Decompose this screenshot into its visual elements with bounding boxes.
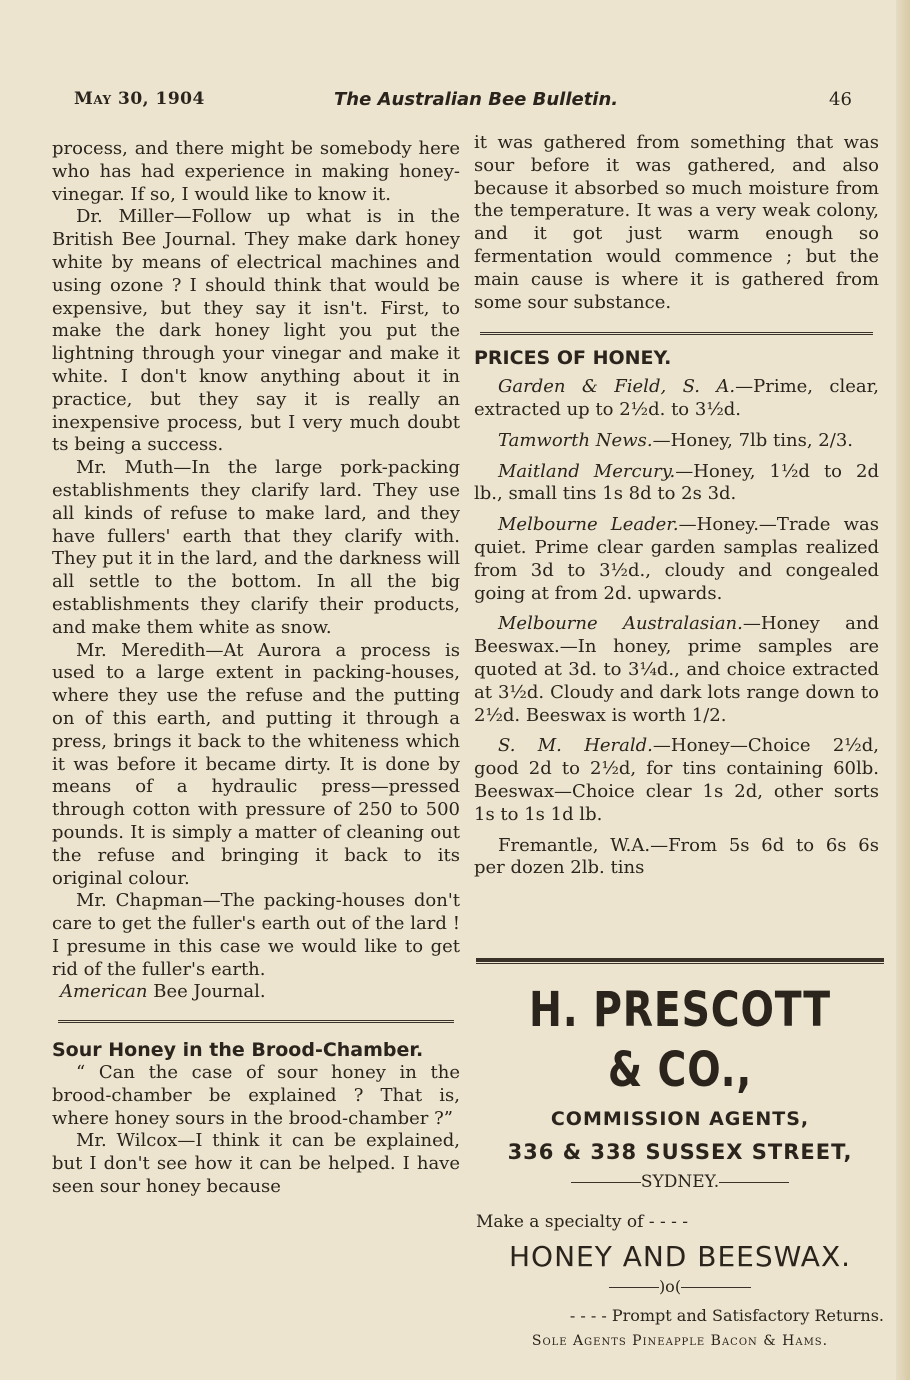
page-header [74, 89, 884, 119]
price-source: Garden & Field, S. A. [498, 376, 736, 398]
price-entry [474, 430, 879, 453]
paragraph: process, and there might be somebody here who has had experience in making honey-vinegar. If so, I would like to know it. [52, 138, 460, 205]
price-entry [474, 613, 879, 727]
paragraph: it was gathered from something that was sour before it was gathered, and also because it absorbed so much moisture from the temperature. It was a very weak colony, and it got just warm enough so fermentation would commence ; but the main cause is where it is gathered from some sour substance. [474, 132, 879, 313]
ad-company-name: H. PRESCOTT & CO., [529, 982, 831, 1098]
price-text: —Honey, 1½d to 2d lb., small tins 1s 8d to 2s 3d. [474, 460, 879, 505]
price-source: Tamworth News. [498, 429, 653, 451]
price-source: Melbourne Leader. [498, 514, 679, 536]
price-text: —Honey.—Trade was quiet. Prime clear garden samplas realized from 3d to 3½d., cloudy and congealed going at from 2d. upwards. [474, 514, 879, 604]
ad-city: SYDNEY. [476, 1172, 884, 1192]
section-title: Sour Honey in the Brood-Chamber. [52, 1039, 424, 1062]
price-source: Melbourne Australasian. [498, 613, 743, 635]
right-column [474, 132, 879, 880]
price-text: Fremantle, W.A.—From 5s 6d to 6s 6s per dozen 2lb. tins [474, 834, 879, 879]
price-text: —Honey and Beeswax.—In honey, prime samples are quoted at 3d. to 3¼d., and choice extracted at 3½d. Cloudy and dark lots range down to 2½d. Beeswax is worth 1/2. [474, 613, 879, 726]
ad-ornament: )o( [476, 1277, 884, 1296]
price-source: S. M. Herald. [498, 735, 653, 757]
price-entry [474, 376, 879, 422]
ad-border-top [476, 958, 884, 964]
price-entry [474, 835, 879, 881]
paragraph: Mr. Muth—In the large pork-packing establishments they clarify lard. They use all kinds of refuse to make lard, and they have fullers' earth that they clarify with. They put it in the lard, and the darkness will all settle to the bottom. In all the big establishments they clarify their products, and make them white as snow. [52, 457, 460, 638]
price-text: —Honey—Choice 2½d, good 2d to 2½d, for tins containing 60lb. Beeswax—Choice clear 1s 2d, other sorts 1s to 1s 1d lb. [474, 735, 879, 825]
price-entry [474, 461, 879, 507]
ad-specialty-intro: Make a specialty of - - - - [476, 1212, 689, 1232]
prices-title: PRICES OF HONEY. [474, 347, 672, 370]
article-source [60, 981, 460, 1004]
advertisement [476, 958, 884, 1349]
page-number: 46 [829, 89, 852, 110]
ad-role: COMMISSION AGENTS, [550, 1108, 810, 1130]
price-text: —Prime, clear, extracted up to 2½d. to 3½d. [474, 376, 879, 420]
ad-returns: - - - - Prompt and Satisfactory Returns. [569, 1306, 884, 1325]
issue-date: May 30, 1904 [74, 89, 205, 109]
paragraph: Mr. Wilcox—I think it can be explained, but I don't see how it can be helped. I have seen sour honey because [52, 1130, 460, 1198]
page-edge [896, 0, 910, 1380]
ad-street: 336 & 338 SUSSEX STREET, [507, 1140, 853, 1164]
journal-title: The Australian Bee Bulletin. [334, 89, 619, 110]
paragraph: “ Can the case of sour honey in the brood-chamber be explained ? That is, where honey sours in the brood-chamber ?” [52, 1062, 460, 1129]
price-text: —Honey, 7lb tins, 2/3. [652, 429, 853, 451]
paragraph: Mr. Meredith—At Aurora a process is used to a large extent in packing-houses, where they use the refuse and the putting on of this earth, and putting it through a press, brings it back to the whiteness which it was before it became dirty. It is done by means of a hydraulic press—pressed through cotton with pressure of 250 to 500 pounds. It is simply a matter of cleaning out the refuse and bringing it back to its original colour. [52, 639, 460, 889]
ad-specialty: HONEY AND BEESWAX. [508, 1240, 852, 1273]
ad-sole-agents: Sole Agents Pineapple Bacon & Hams. [531, 1333, 829, 1349]
paragraph: Mr. Chapman—The packing-houses don't care to get the fuller's earth out of the lard ! I presume in this case we would like to get rid of the fuller's earth. [52, 890, 460, 980]
price-entry [474, 514, 879, 605]
paragraph: Dr. Miller—Follow up what is in the British Bee Journal. They make dark honey white by means of electrical machines and using ozone ? I should think that would be expensive, but they say it isn't. First, to make the dark honey light you put the lightning through your vinegar and make it white. I don't know anything about it in practice, but they say it is really an inexpensive process, but I very much doubt ts being a success. [52, 206, 460, 456]
source-name-italic: American [60, 981, 148, 1003]
price-entry [474, 735, 879, 826]
price-source: Maitland Mercury. [498, 460, 676, 482]
left-column [52, 138, 460, 1199]
source-name-rest: Bee Journal. [153, 981, 266, 1003]
